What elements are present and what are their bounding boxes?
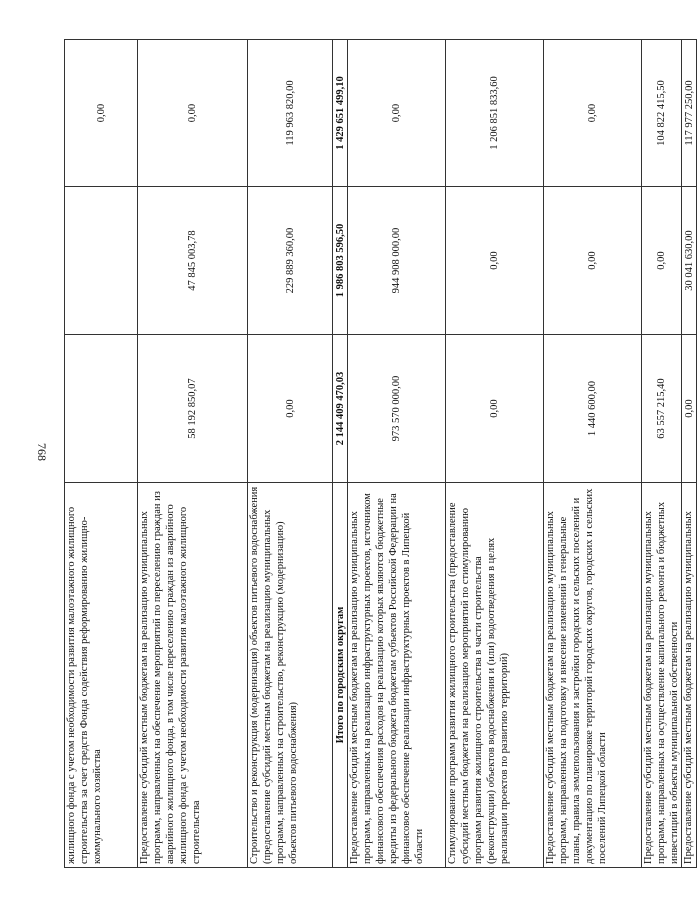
table-row <box>544 40 642 868</box>
table-container <box>64 40 695 868</box>
page-number: 768 <box>35 443 49 461</box>
value-year-3: 0,00 <box>138 40 248 187</box>
value-year-3: 0,00 <box>348 40 446 187</box>
row-name: Строительство и реконструкция (модернизация) объектов питьевого водоснабжения (предоставление субсидий местным бюджетам на реализацию муниципальных программ, направленных на строительство, реконструкцию (модернизацию) объектов питьевого водоснабжения) <box>248 483 333 868</box>
value-year-2: 30 041 630,00 <box>682 187 697 335</box>
table-row <box>348 40 446 868</box>
total-year-2: 1 986 803 596,50 <box>333 187 348 335</box>
value-year-1: 1 440 600,00 <box>544 335 642 483</box>
row-name: Предоставление субсидий местным бюджетам на реализацию муниципальных программ, направленных на обеспечение мероприятий по переселению граждан из аварийного жилищного фонда, в том числе переселению граждан из аварийного жилищного фонда с учетом необходимости развития малоэтажного жилищного строительства <box>138 483 248 868</box>
total-year-3: 1 429 651 499,10 <box>333 40 348 187</box>
table-row <box>248 40 333 868</box>
value-year-1: 0,00 <box>682 335 697 483</box>
value-year-3: 0,00 <box>65 40 138 187</box>
value-year-3: 104 822 415,50 <box>642 40 682 187</box>
value-year-1: 0,00 <box>248 335 333 483</box>
table-row <box>682 40 697 868</box>
value-year-2: 0,00 <box>446 187 544 335</box>
budget-table <box>64 39 697 868</box>
row-name: Предоставление субсидий местным бюджетам на реализацию муниципальных программ, направленных на подготовку и внесение изменений в генеральные планы, правила землепользования и застройки городских и сельских поселений и документацию по планировке территорий городских округов, городских и сельских поселений Липецкой области <box>544 483 642 868</box>
value-year-2: 0,00 <box>544 187 642 335</box>
total-label: Итого по городским округам <box>333 483 348 868</box>
row-name: Предоставление субсидий местным бюджетам на реализацию муниципальных программ, направленных на реализацию инфраструктурных проектов, источником финансового обеспечения расходов на реализацию которых являются бюджетные кредиты из федерального бюджета бюджетам субъектов Российской Федерации на финансовое обеспечение реализации инфраструктурных проектов в Липецкой области <box>348 483 446 868</box>
total-year-1: 2 144 409 470,03 <box>333 335 348 483</box>
table-row <box>446 40 544 868</box>
table-row <box>65 40 138 868</box>
rotated-table-frame <box>64 40 695 868</box>
table-row <box>642 40 682 868</box>
row-name: Стимулирование программ развития жилищного строительства (предоставление субсидий местным бюджетам на реализацию мероприятий по стимулированию программ развития жилищного строительства в части строительства (реконструкции) объектов водоснабжения и (или) водоотведения в целях реализации проектов по развитию территорий) <box>446 483 544 868</box>
total-row <box>333 40 348 868</box>
row-name: жилищного фонда с учетом необходимости развития малоэтажного жилищного строительства за счет средств Фонда содействия реформированию жилищно-коммунального хозяйства <box>65 483 138 868</box>
value-year-1: 0,00 <box>446 335 544 483</box>
row-name: Предоставление субсидий местным бюджетам на реализацию муниципальных <box>682 483 697 868</box>
value-year-2 <box>65 187 138 335</box>
value-year-2: 0,00 <box>642 187 682 335</box>
value-year-1 <box>65 335 138 483</box>
row-name: Предоставление субсидий местным бюджетам на реализацию муниципальных программ, направленных на осуществление капитального ремонта и бюджетных инвестиций в объекты муниципальной собственности <box>642 483 682 868</box>
table-row <box>138 40 248 868</box>
value-year-3: 117 977 250,00 <box>682 40 697 187</box>
value-year-1: 63 557 215,40 <box>642 335 682 483</box>
value-year-3: 119 963 820,00 <box>248 40 333 187</box>
value-year-1: 58 192 850,07 <box>138 335 248 483</box>
value-year-1: 973 570 000,00 <box>348 335 446 483</box>
value-year-2: 229 889 360,00 <box>248 187 333 335</box>
value-year-2: 47 845 003,78 <box>138 187 248 335</box>
value-year-3: 1 206 851 833,60 <box>446 40 544 187</box>
value-year-2: 944 908 000,00 <box>348 187 446 335</box>
value-year-3: 0,00 <box>544 40 642 187</box>
